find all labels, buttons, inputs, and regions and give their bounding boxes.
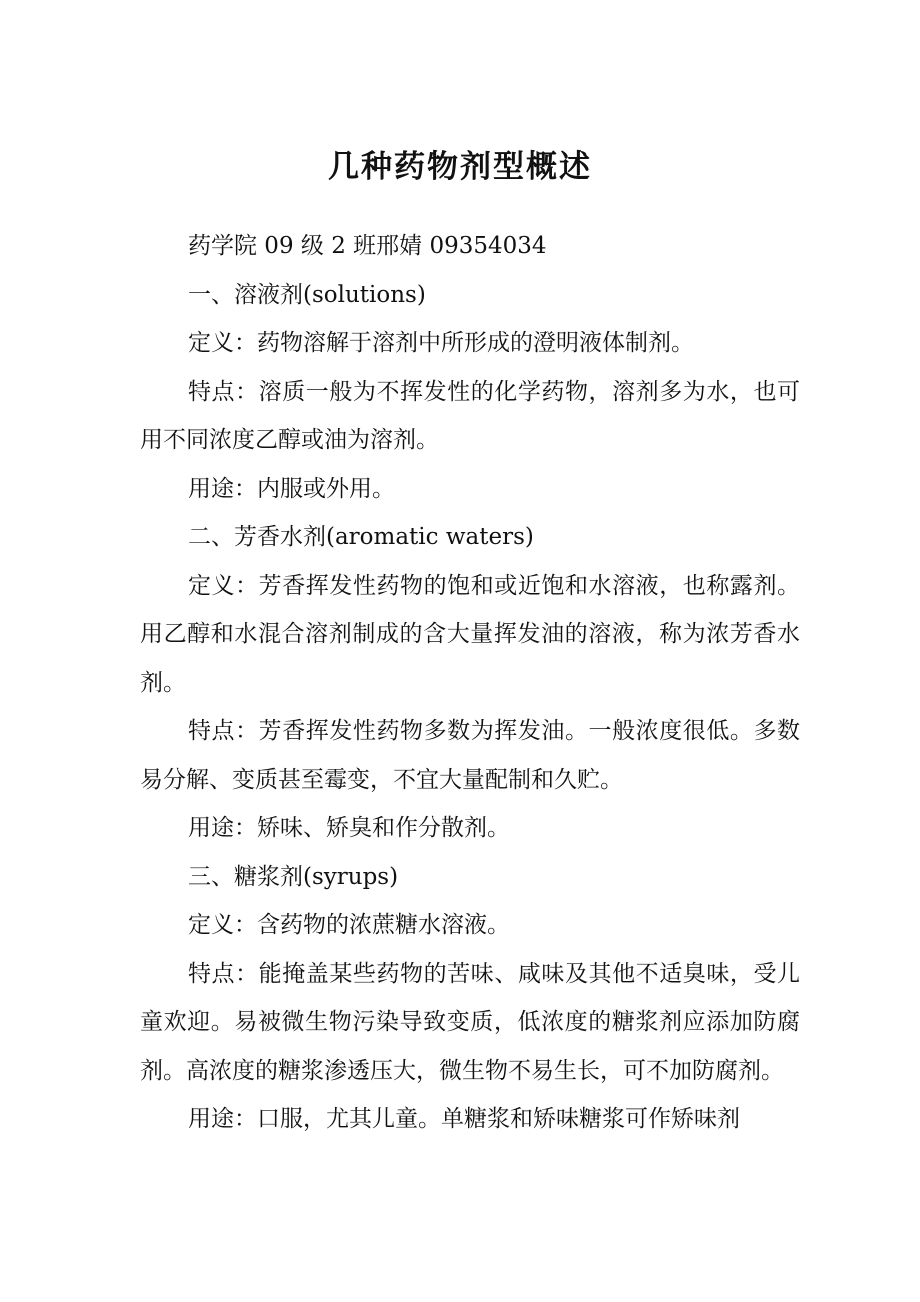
paragraph-features: 特点：能掩盖某些药物的苦味、咸味及其他不适臭味，受儿童欢迎。易被微生物污染导致变质，低浓度的糖浆剂应添加防腐剂。高浓度的糖浆渗透压大，微生物不易生长，可不加防腐剂。 — [140, 960, 800, 1084]
author-line: 药学院 09 级 2 班邢婧 09354034 — [188, 233, 547, 259]
paragraph-definition: 定义：芳香挥发性药物的饱和或近饱和水溶液，也称露剂。用乙醇和水混合溶剂制成的含大量挥发油的溶液，称为浓芳香水剂。 — [140, 572, 800, 696]
document-body — [140, 222, 800, 1144]
section-heading-syrups: 三、糖浆剂(syrups) — [188, 863, 399, 890]
paragraph-usage: 用途：矫味、矫臭和作分散剂。 — [188, 815, 510, 841]
paragraph-usage: 用途：内服或外用。 — [188, 475, 395, 502]
section-heading-aromatic-waters: 二、芳香水剂(aromatic waters) — [188, 524, 534, 550]
document-title: 几种药物剂型概述 — [328, 149, 592, 185]
paragraph-definition: 定义：含药物的浓蔗糖水溶液。 — [188, 912, 510, 938]
paragraph-features: 特点：溶质一般为不挥发性的化学药物，溶剂多为水，也可用不同浓度乙醇或油为溶剂。 — [140, 378, 800, 453]
paragraph-usage: 用途：口服，尤其儿童。单糖浆和矫味糖浆可作矫味剂 — [188, 1106, 740, 1132]
section-heading-solutions: 一、溶液剂(solutions) — [188, 281, 426, 308]
paragraph-features: 特点：芳香挥发性药物多数为挥发油。一般浓度很低。多数易分解、变质甚至霉变，不宜大量配制和久贮。 — [140, 718, 800, 793]
paragraph-definition: 定义：药物溶解于溶剂中所形成的澄明液体制剂。 — [188, 330, 694, 356]
